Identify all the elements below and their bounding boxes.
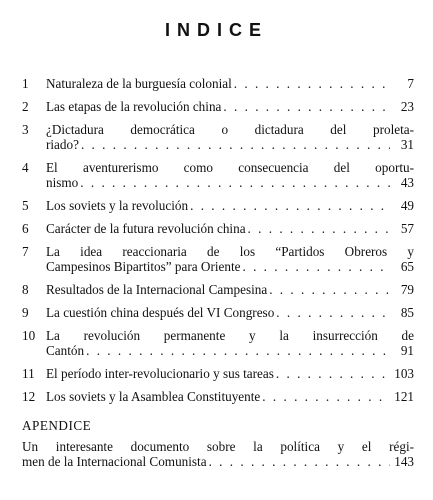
dot-leader (262, 389, 390, 404)
dot-leader (190, 198, 390, 213)
page-number: 85 (400, 305, 414, 320)
entry-title: Los soviets y la revolución (46, 198, 189, 213)
page-number: 57 (400, 221, 414, 236)
page-number: 43 (400, 175, 414, 190)
entry-title-line: Un interesante documento sobre la política y el régi- (22, 439, 414, 454)
page-number: 23 (400, 99, 414, 114)
toc-entry[interactable] (22, 328, 414, 358)
page-title: INDICE (164, 20, 268, 40)
toc-entry[interactable] (22, 389, 414, 404)
entry-title: Las etapas de la revolución china (46, 99, 222, 114)
entry-title-continued: riado? (46, 137, 79, 152)
entry-number: 4 (22, 160, 29, 175)
toc-entry[interactable] (22, 282, 414, 297)
toc-entry[interactable] (22, 244, 414, 274)
page-number: 143 (394, 454, 414, 469)
entry-title: El período inter-revolucionario y sus tareas (46, 366, 274, 381)
entry-number: 5 (22, 198, 29, 213)
page-number: 49 (400, 198, 414, 213)
entry-title-line: La revolución permanente y la insurrección de (46, 328, 414, 343)
entry-number: 11 (22, 366, 35, 381)
dot-leader (276, 366, 390, 381)
dot-leader (209, 454, 390, 469)
page-number: 31 (400, 137, 414, 152)
toc-entry[interactable] (22, 76, 414, 91)
page-number: 103 (394, 366, 414, 381)
entry-number: 2 (22, 99, 29, 114)
entry-title-continued: men de la Internacional Comunista (22, 454, 207, 469)
toc-entry[interactable] (22, 366, 414, 381)
entry-number: 12 (22, 389, 36, 404)
toc-entry[interactable] (22, 198, 414, 213)
toc-entry[interactable] (22, 160, 414, 190)
dot-leader (269, 282, 390, 297)
entry-title: Resultados de la Internacional Campesina (46, 282, 268, 297)
entry-number: 6 (22, 221, 29, 236)
entry-title-continued: Cantón (46, 343, 85, 358)
toc-entry[interactable] (22, 99, 414, 114)
entry-title-continued: Campesinos Bipartitos” para Oriente (46, 259, 241, 274)
entry-number: 10 (22, 328, 36, 343)
dot-leader (276, 305, 390, 320)
dot-leader (242, 259, 390, 274)
appendix-heading: APENDICE (22, 418, 92, 433)
toc-entry[interactable] (22, 305, 414, 320)
page-number: 121 (394, 389, 414, 404)
entry-title: Los soviets y la Asamblea Constituyente (46, 389, 261, 404)
page-number: 7 (407, 76, 414, 91)
dot-leader (80, 175, 390, 190)
entry-title: Carácter de la futura revolución china (46, 221, 246, 236)
page-number: 91 (400, 343, 414, 358)
dot-leader (86, 343, 390, 358)
entry-title-line: ¿Dictadura democrática o dictadura del proleta- (46, 122, 414, 137)
entry-number: 3 (22, 122, 29, 137)
page-number: 79 (400, 282, 414, 297)
entry-number: 1 (22, 76, 29, 91)
entry-title: La cuestión china después del VI Congreso (46, 305, 275, 320)
entry-title: Naturaleza de la burguesía colonial (46, 76, 232, 91)
toc-entry[interactable] (22, 122, 414, 152)
appendix-entry[interactable] (22, 439, 414, 469)
entry-title-continued: nismo (46, 175, 79, 190)
table-of-contents (22, 76, 414, 477)
dot-leader (248, 221, 390, 236)
entry-title-line: La idea reaccionaria de los “Partidos Obreros y (46, 244, 414, 259)
dot-leader (223, 99, 390, 114)
dot-leader (81, 137, 390, 152)
toc-entry[interactable] (22, 221, 414, 236)
entry-number: 7 (22, 244, 29, 259)
entry-number: 9 (22, 305, 29, 320)
page-number: 65 (400, 259, 414, 274)
entry-number: 8 (22, 282, 29, 297)
dot-leader (234, 76, 390, 91)
entry-title-line: El aventurerismo como consecuencia del oportu- (46, 160, 414, 175)
